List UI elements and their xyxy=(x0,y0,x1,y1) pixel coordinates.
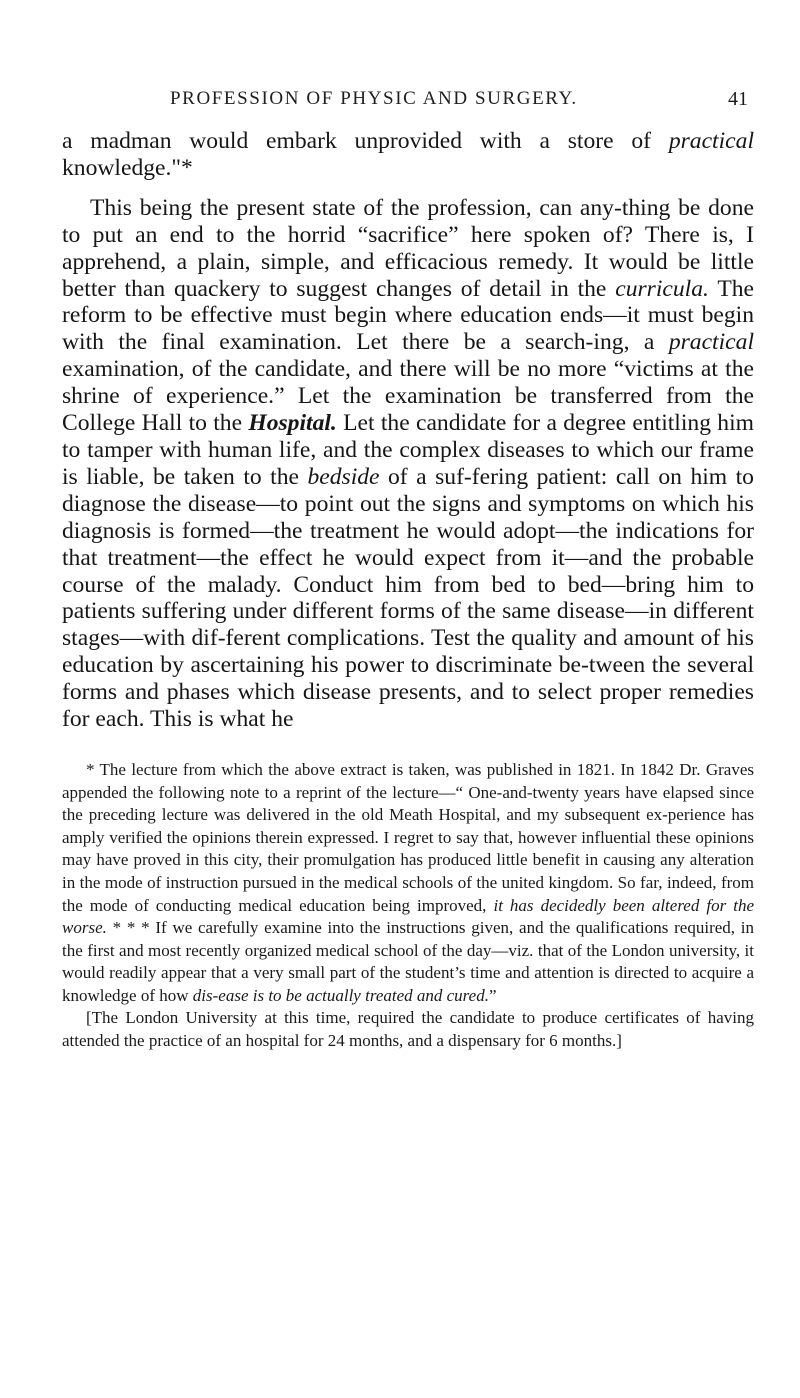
carry-over-line xyxy=(62,128,754,182)
text-run: This being the present state of the profession, can any-thing be done to put an end to the horrid “sacrifice” here spoken of? There is, I apprehend, a plain, simple, and efficacious remedy. It would be little better than quackery to suggest changes of detail in the xyxy=(62,194,754,302)
text-run: a madman would embark unprovided with a store of xyxy=(62,128,669,154)
running-head: PROFESSION OF PHYSIC AND SURGERY. xyxy=(170,88,578,109)
book-page xyxy=(62,88,754,1053)
text-run: knowledge."* xyxy=(62,154,193,181)
bracket-note: [The London University at this time, required the candidate to produce certificates of having attended the practice of an hospital for 24 months, and a dispensary for 6 months.] xyxy=(62,1008,754,1051)
text-run: examination, of the candidate, and there will be no more “victims at the shrine of experience.” Let the examination be transferred from the College Hall to the xyxy=(62,356,754,437)
text-run: of a suf-fering patient: call on him to diagnose the disease—to point out the signs and symptoms on which his diagnosis is formed—the treatment he would adopt—the indications for that treatment—the effect he would expect from it—and the probable course of the malady. Conduct him from bed to bed—bring him to patients suffering under different forms of the same disease—in different stages—with dif-ferent complications. Test the quality and amount of his education by ascertaining his power to discriminate be-tween the several forms and phases which disease presents, and to select proper remedies for each. This is what he xyxy=(62,463,754,733)
footnote xyxy=(62,759,754,1008)
text-run: ” xyxy=(488,985,497,1005)
italic-run: dis-ease is to be actually treated and cured. xyxy=(192,985,489,1005)
main-text xyxy=(62,128,754,733)
italic-run: bedside xyxy=(307,463,380,490)
body-paragraph xyxy=(62,195,754,733)
text-run: * The lecture from which the above extract is taken, was published in 1821. In 1842 Dr. Graves appended the following note to a reprint of the lecture—“ One-and-twenty years have elapsed since the preceding lecture was delivered in the old Meath Hospital, and my subsequent ex-perience has amply verified the opinions therein expressed. I regret to say that, however influential these opinions may have proved in this city, their promulgation has produced little benefit in causing any alteration in the mode of instruction pursued in the medical schools of the united kingdom. So far, indeed, from the mode of conducting medical education being improved, xyxy=(62,759,754,915)
text-run: * * * If we carefully examine into the instructions given, and the qualifications required, in the first and most recently organized medical school of the day—viz. that of the London university, it would readily appear that a very small part of the student’s time and attention is directed to acquire a knowledge of how xyxy=(62,918,754,1005)
page-header xyxy=(62,88,754,128)
footnotes xyxy=(62,759,754,1053)
italic-run: it has decidedly been altered for the worse. xyxy=(62,895,754,938)
italic-run: practical xyxy=(668,329,754,356)
italic-run: practical xyxy=(668,128,754,154)
italic-run: curricula. xyxy=(615,275,709,302)
page-number: 41 xyxy=(728,88,748,110)
text-run: Let the candidate for a degree entitling him to tamper with human life, and the complex diseases to which our frame is liable, be taken to the xyxy=(62,410,754,490)
italic-run: Hospital. xyxy=(248,410,337,437)
text-run: The reform to be effective must begin where education ends—it must begin with the final examination. Let there be a search-ing, a xyxy=(62,275,754,356)
